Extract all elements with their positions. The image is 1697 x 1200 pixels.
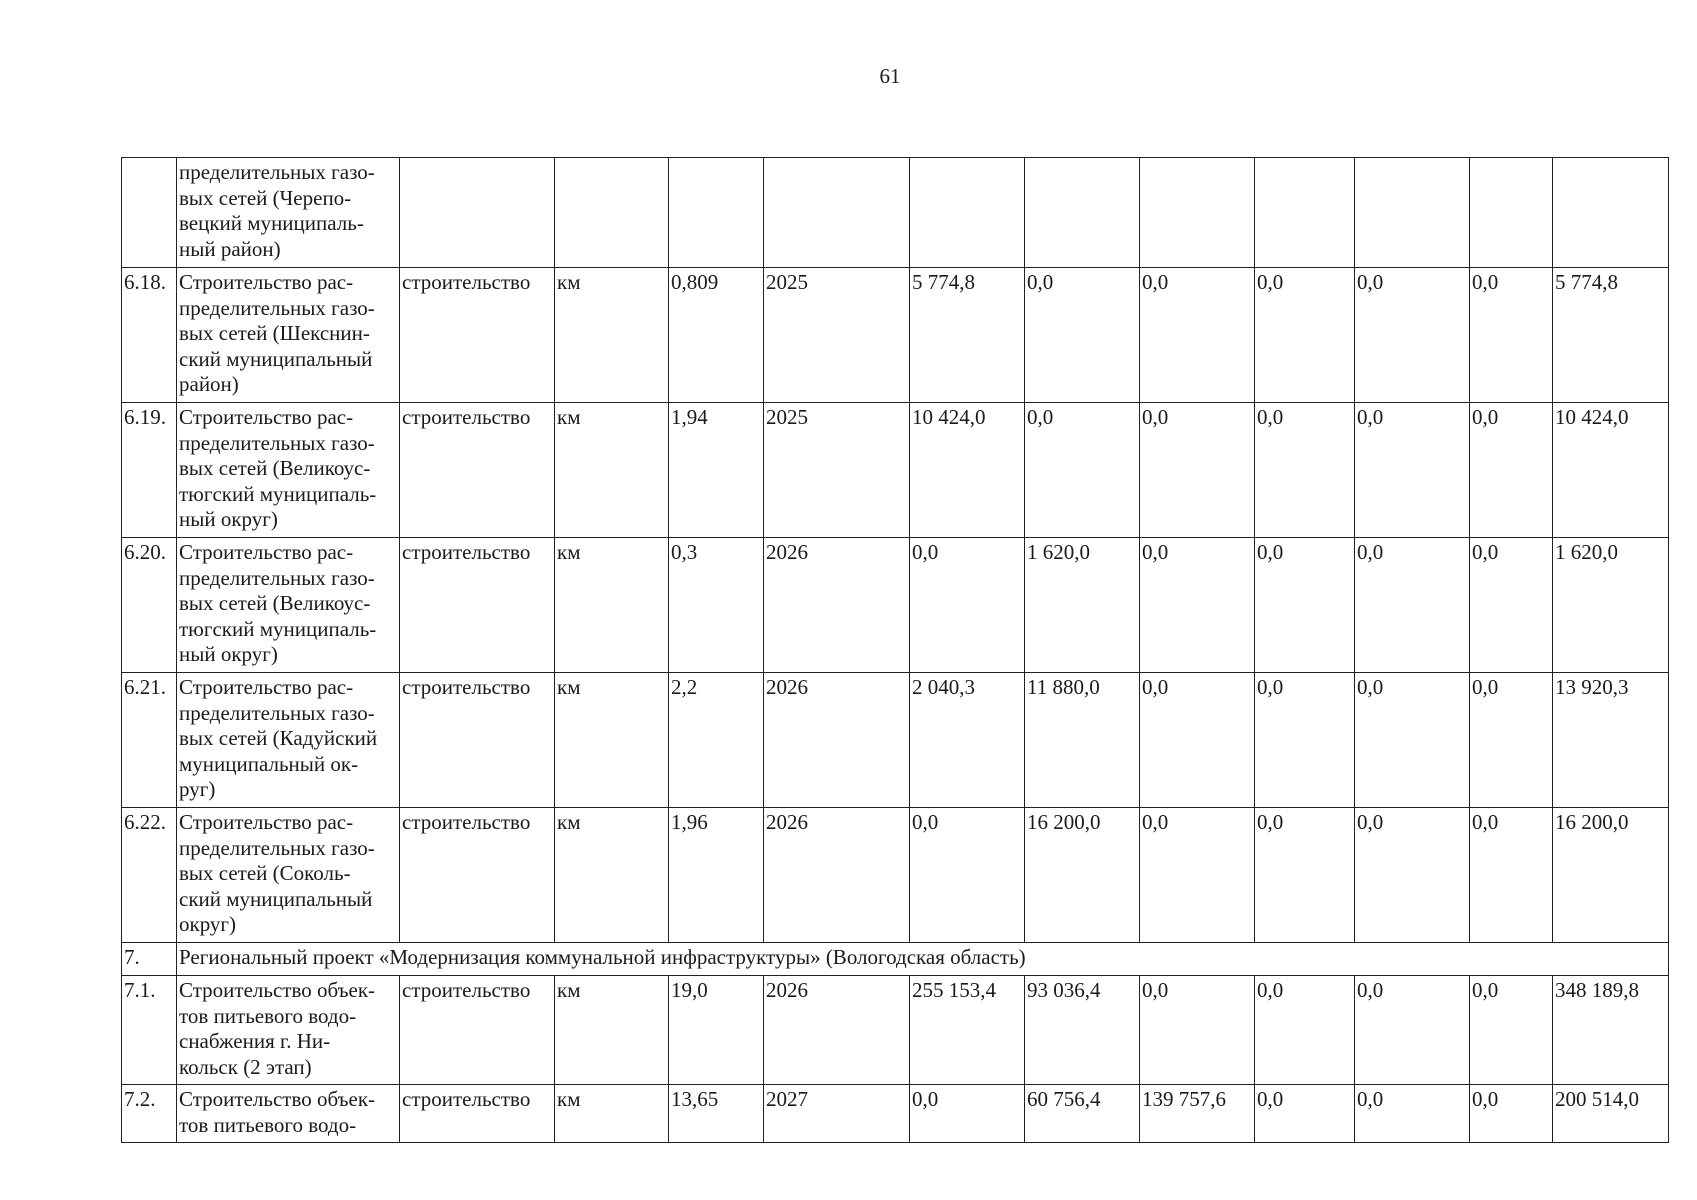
table-cell-col-11 (1355, 158, 1470, 268)
object-name (177, 673, 400, 808)
table-cell-col-5: 13,65 (669, 1085, 764, 1143)
table-row (122, 976, 1669, 1085)
row-number: 6.21. (122, 673, 177, 808)
object-name (177, 268, 400, 403)
table-cell-col-8: 0,0 (1025, 403, 1140, 538)
object-name-line: тюгский муниципаль- (179, 481, 377, 506)
table-cell-col-13: 16 200,0 (1553, 808, 1669, 943)
object-name-line: вых сетей (Шекснин- (179, 321, 370, 345)
object-name-line: пределительных газо- (179, 700, 375, 725)
object-name-line: пределительных газо- (179, 565, 375, 590)
table-cell-col-5: 2,2 (669, 673, 764, 808)
page-number: 61 (879, 64, 901, 88)
table-cell-col-7: 0,0 (910, 538, 1025, 673)
table-cell-col-3: строительство (400, 976, 555, 1085)
table-cell-col-9: 0,0 (1140, 403, 1255, 538)
table-cell-col-11: 0,0 (1355, 976, 1470, 1085)
table-cell-col-12: 0,0 (1470, 538, 1553, 673)
table-cell-col-4: км (555, 538, 669, 673)
object-name-line: вых сетей (Кадуйский (179, 726, 378, 750)
object-name (177, 808, 400, 943)
table-cell-col-12 (1470, 158, 1553, 268)
table-cell-col-5 (669, 158, 764, 268)
object-name-line: ский муниципальный (179, 346, 373, 371)
table-cell-col-10: 0,0 (1255, 1085, 1355, 1143)
table-cell-col-6: 2027 (764, 1085, 910, 1143)
object-name-line: пределительных газо- (179, 295, 375, 320)
table-cell-col-4 (555, 158, 669, 268)
table-cell-col-10: 0,0 (1255, 808, 1355, 943)
table-cell-col-7 (910, 158, 1025, 268)
object-name-line: ный район) (179, 236, 281, 261)
object-name-line: вецкий муниципаль- (179, 211, 364, 235)
table-cell-col-8: 1 620,0 (1025, 538, 1140, 673)
table-cell-col-3: строительство (400, 268, 555, 403)
object-name-line: ский муниципальный (179, 886, 373, 911)
table-cell-col-13: 1 620,0 (1553, 538, 1669, 673)
table-cell-col-6: 2026 (764, 673, 910, 808)
table-cell-col-8: 16 200,0 (1025, 808, 1140, 943)
table-cell-col-12: 0,0 (1470, 1085, 1553, 1143)
table-body (122, 158, 1669, 1143)
row-number (122, 158, 177, 268)
table-cell-col-9: 0,0 (1140, 268, 1255, 403)
table-cell-col-9: 0,0 (1140, 808, 1255, 943)
object-name (177, 976, 400, 1085)
object-name-line: пределительных газо- (179, 430, 375, 455)
object-name-line: ный округ) (179, 642, 278, 666)
section-title: Региональный проект «Модернизация коммунальной инфраструктуры» (Вологодская область) (177, 943, 1669, 976)
table-cell-col-5: 0,3 (669, 538, 764, 673)
table-cell-col-13 (1553, 158, 1669, 268)
object-name-line: кольск (2 этап) (179, 1054, 312, 1079)
object-name-line: Строительство объек- (179, 1087, 376, 1111)
table-cell-col-12: 0,0 (1470, 808, 1553, 943)
row-number: 7.1. (122, 976, 177, 1085)
row-number: 6.19. (122, 403, 177, 538)
table-cell-col-9: 0,0 (1140, 538, 1255, 673)
table-cell-col-7: 0,0 (910, 1085, 1025, 1143)
table-cell-col-10: 0,0 (1255, 538, 1355, 673)
table-cell-col-7: 255 153,4 (910, 976, 1025, 1085)
table-row (122, 403, 1669, 538)
table-cell-col-10: 0,0 (1255, 268, 1355, 403)
table-cell-col-12: 0,0 (1470, 403, 1553, 538)
table-cell-col-7: 5 774,8 (910, 268, 1025, 403)
row-number: 7. (122, 943, 177, 976)
table-cell-col-5: 19,0 (669, 976, 764, 1085)
table-cell-col-3: строительство (400, 673, 555, 808)
object-name-line: вых сетей (Соколь- (179, 861, 351, 885)
object-name-line: вых сетей (Великоус- (179, 456, 371, 480)
table-row (122, 538, 1669, 673)
object-name (177, 403, 400, 538)
object-name-line: Строительство рас- (179, 405, 354, 429)
object-name-line: пределительных газо- (179, 835, 375, 860)
row-number: 6.20. (122, 538, 177, 673)
object-name-line: тюгский муниципаль- (179, 616, 377, 641)
table-cell-col-13: 348 189,8 (1553, 976, 1669, 1085)
table-cell-col-7: 2 040,3 (910, 673, 1025, 808)
table-cell-col-5: 0,809 (669, 268, 764, 403)
object-name-line: вых сетей (Великоус- (179, 591, 371, 615)
table-cell-col-8: 93 036,4 (1025, 976, 1140, 1085)
table-cell-col-6: 2026 (764, 976, 910, 1085)
table-row (122, 158, 1669, 268)
table-cell-col-7: 0,0 (910, 808, 1025, 943)
object-name-line: округ) (179, 912, 237, 936)
object-name-line: Строительство рас- (179, 810, 354, 834)
table-cell-col-5: 1,94 (669, 403, 764, 538)
table-cell-col-11: 0,0 (1355, 538, 1470, 673)
table-cell-col-7: 10 424,0 (910, 403, 1025, 538)
table-cell-col-8: 0,0 (1025, 268, 1140, 403)
table-cell-col-11: 0,0 (1355, 1085, 1470, 1143)
table-cell-col-4: км (555, 1085, 669, 1143)
table-cell-col-4: км (555, 403, 669, 538)
row-number: 6.18. (122, 268, 177, 403)
table-cell-col-3 (400, 158, 555, 268)
table-cell-col-12: 0,0 (1470, 268, 1553, 403)
table-cell-col-8: 11 880,0 (1025, 673, 1140, 808)
object-name-line: тов питьевого водо- (179, 1112, 357, 1137)
object-name-line: муниципальный ок- (179, 751, 359, 776)
table-cell-col-6: 2025 (764, 268, 910, 403)
table-cell-col-10: 0,0 (1255, 673, 1355, 808)
section-row (122, 943, 1669, 976)
table-cell-col-6 (764, 158, 910, 268)
table-cell-col-3: строительство (400, 1085, 555, 1143)
row-number: 7.2. (122, 1085, 177, 1143)
object-name-line: пределительных газо- (179, 160, 375, 184)
object-name-line: снабжения г. Ни- (179, 1029, 331, 1053)
object-name-line: Строительство рас- (179, 540, 354, 564)
table-cell-col-3: строительство (400, 538, 555, 673)
table-cell-col-13: 5 774,8 (1553, 268, 1669, 403)
table-cell-col-11: 0,0 (1355, 403, 1470, 538)
table-cell-col-11: 0,0 (1355, 673, 1470, 808)
object-name (177, 1085, 400, 1143)
table-cell-col-4: км (555, 976, 669, 1085)
table-cell-col-10: 0,0 (1255, 403, 1355, 538)
object-name-line: Строительство рас- (179, 270, 354, 294)
table-cell-col-12: 0,0 (1470, 673, 1553, 808)
table-cell-col-5: 1,96 (669, 808, 764, 943)
table-cell-col-9: 0,0 (1140, 673, 1255, 808)
object-name-line: район) (179, 372, 239, 396)
table-cell-col-9 (1140, 158, 1255, 268)
table-cell-col-10 (1255, 158, 1355, 268)
data-table (121, 157, 1669, 1143)
object-name-line: вых сетей (Черепо- (179, 185, 352, 210)
row-number: 6.22. (122, 808, 177, 943)
object-name (177, 538, 400, 673)
table-cell-col-10: 0,0 (1255, 976, 1355, 1085)
table-row (122, 1085, 1669, 1143)
table-cell-col-13: 10 424,0 (1553, 403, 1669, 538)
table-cell-col-4: км (555, 808, 669, 943)
table-row (122, 268, 1669, 403)
table-cell-col-9: 139 757,6 (1140, 1085, 1255, 1143)
table-cell-col-6: 2026 (764, 538, 910, 673)
object-name-line: ный округ) (179, 507, 278, 531)
table-cell-col-13: 200 514,0 (1553, 1085, 1669, 1143)
table-cell-col-8: 60 756,4 (1025, 1085, 1140, 1143)
table-row (122, 673, 1669, 808)
table-cell-col-11: 0,0 (1355, 268, 1470, 403)
object-name (177, 158, 400, 268)
table-cell-col-6: 2025 (764, 403, 910, 538)
table-cell-col-11: 0,0 (1355, 808, 1470, 943)
table-cell-col-6: 2026 (764, 808, 910, 943)
table-cell-col-3: строительство (400, 403, 555, 538)
table-cell-col-12: 0,0 (1470, 976, 1553, 1085)
table-cell-col-9: 0,0 (1140, 976, 1255, 1085)
object-name-line: руг) (179, 777, 216, 801)
table-cell-col-8 (1025, 158, 1140, 268)
table-cell-col-13: 13 920,3 (1553, 673, 1669, 808)
object-name-line: Строительство объек- (179, 978, 376, 1002)
table-cell-col-4: км (555, 268, 669, 403)
table-row (122, 808, 1669, 943)
table-cell-col-4: км (555, 673, 669, 808)
object-name-line: тов питьевого водо- (179, 1003, 357, 1028)
object-name-line: Строительство рас- (179, 675, 354, 699)
table-cell-col-3: строительство (400, 808, 555, 943)
